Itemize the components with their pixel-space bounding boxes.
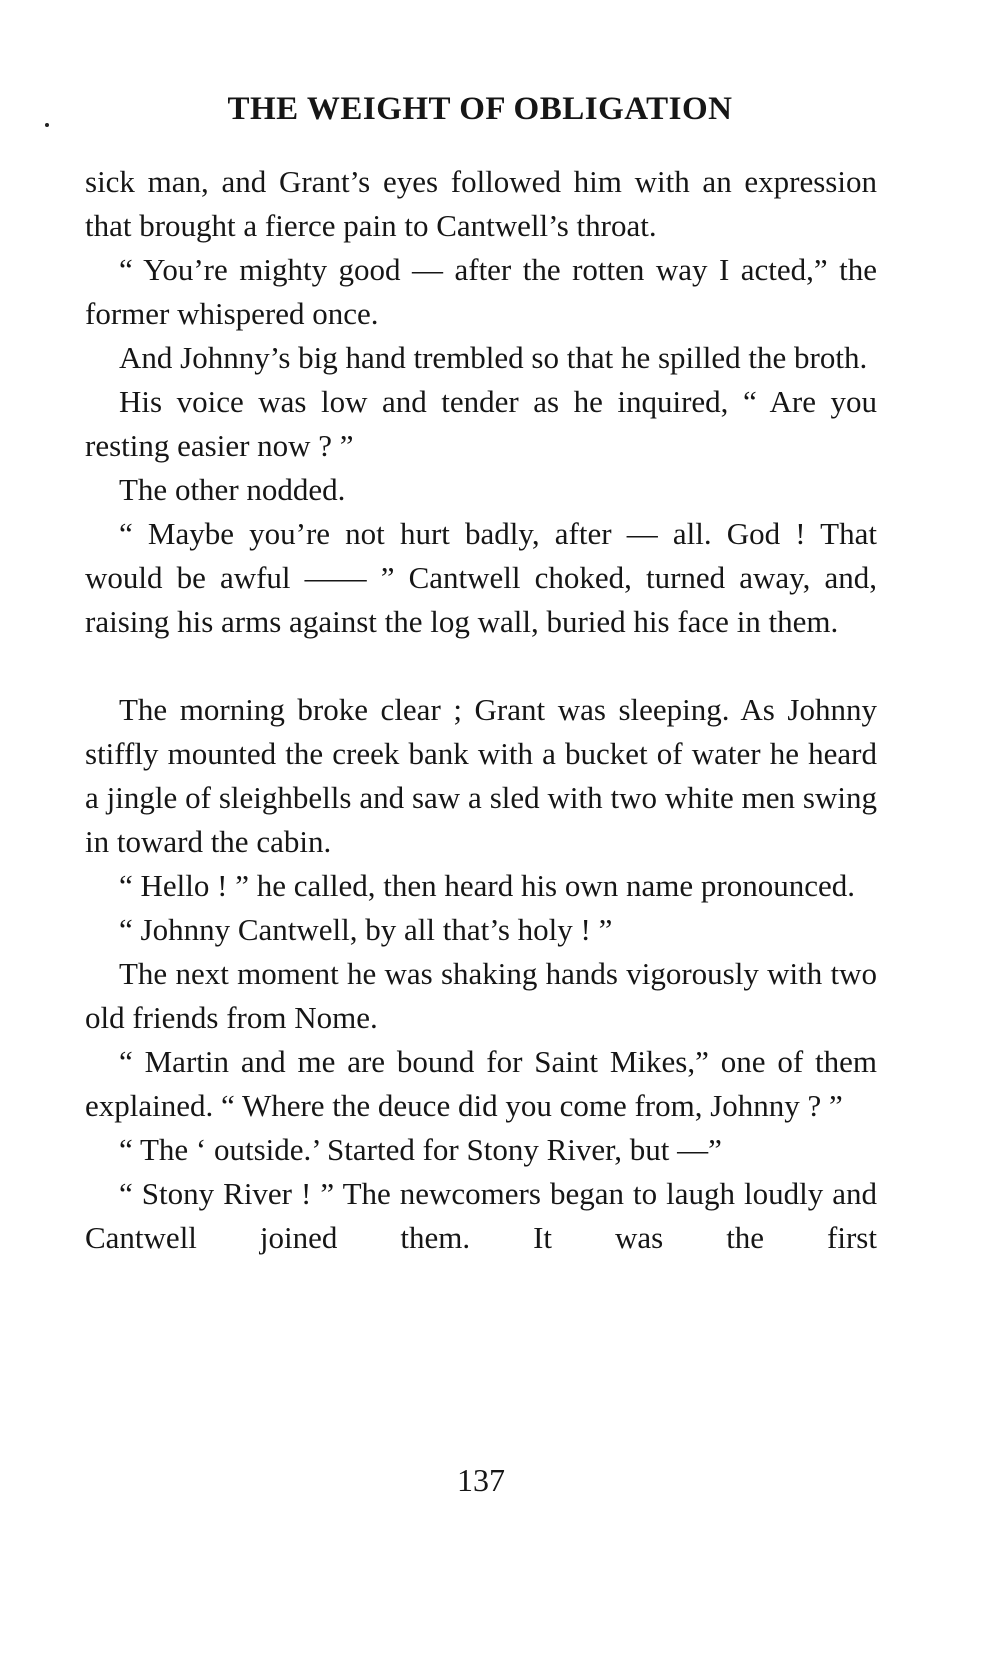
- paragraph: The next moment he was shaking hands vigorously with two old friends from Nome.: [85, 956, 877, 1035]
- paragraph: The morning broke clear ; Grant was sleeping. As Johnny stiffly mounted the creek bank with a bucket of water he heard a jingle of sleighbells and saw a sled with two white men swing in toward the cabin.: [85, 692, 877, 859]
- paragraph: “ Martin and me are bound for Saint Mikes,” one of them explained. “ Where the deuce did you come from, Johnny ? ”: [85, 1044, 877, 1123]
- body-text: [85, 160, 877, 1260]
- paragraph: And Johnny’s big hand trembled so that he spilled the broth.: [119, 340, 868, 375]
- paragraph: “ Maybe you’re not hurt badly, after — all. God ! That would be awful —— ” Cantwell choked, turned away, and, raising his arms against the log wall, buried his face in them.: [85, 516, 877, 639]
- paragraph: “ You’re mighty good — after the rotten way I acted,” the former whispered once.: [85, 252, 877, 331]
- paragraph: His voice was low and tender as he inquired, “ Are you resting easier now ? ”: [85, 384, 877, 463]
- paragraph: “ Johnny Cantwell, by all that’s holy ! ”: [119, 912, 613, 947]
- running-header: THE WEIGHT OF OBLIGATION: [227, 91, 733, 127]
- section-break: [85, 644, 877, 688]
- print-speck: [45, 123, 49, 127]
- paragraph: “ Hello ! ” he called, then heard his own name pronounced.: [119, 868, 855, 903]
- page-number: 137: [457, 1462, 505, 1498]
- paragraph: “ Stony River ! ” The newcomers began to laugh loudly and Cantwell joined them. It was the first: [85, 1176, 877, 1255]
- paragraph: The other nodded.: [119, 472, 346, 507]
- paragraph: “ The ‘ outside.’ Started for Stony River, but —”: [119, 1132, 722, 1167]
- paragraph: sick man, and Grant’s eyes followed him with an expression that brought a fierce pain to Cantwell’s throat.: [85, 164, 877, 243]
